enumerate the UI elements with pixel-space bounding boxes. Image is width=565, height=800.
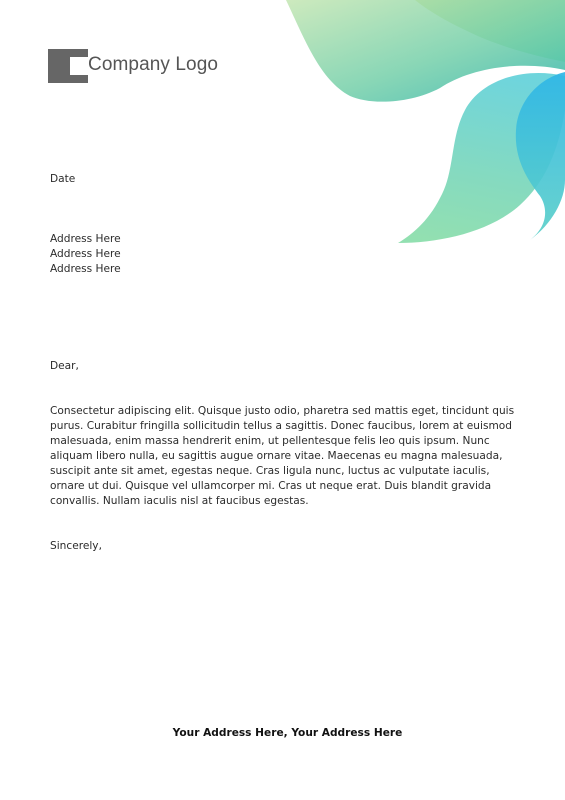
decor-right-leaf [516, 72, 565, 240]
company-logo [48, 48, 219, 84]
decor-top-leaf [286, 0, 565, 102]
logo-mark-icon [48, 49, 88, 83]
address-line-2: Address Here [50, 248, 121, 260]
decor-big-leaf [398, 73, 565, 243]
address-line-1: Address Here [50, 233, 121, 245]
letter-body: Consectetur adipiscing elit. Quisque justo odio, pharetra sed mattis eget, tincidunt quis purus. Curabitur fringilla sollicitudin tellus a sagittis. Donec faucibus, lorem at euismod malesuada, enim massa hendrerit enim, ut pellentesque felis leo quis ipsum. Nunc aliquam libero nulla, eu sagittis augue ornare vitae. Maecenas eu magna malesuada, suscipit ante sit amet, egestas neque. Cras ligula nunc, luctus ac vulputate iaculis, ornare ut dui. Quisque vel ullamcorper mi. Cras ut neque erat. Duis blandit gravida convallis. Nullam iaculis nisl at faucibus egestas. [50, 405, 515, 507]
decor-corner-leaf [415, 0, 565, 62]
company-logo-text: Company Logo [88, 54, 219, 75]
footer-address: Your Address Here, Your Address Here [172, 727, 403, 739]
letter-closing: Sincerely, [50, 540, 102, 552]
letter-date: Date [50, 173, 76, 185]
address-line-3: Address Here [50, 263, 121, 275]
letter-greeting: Dear, [50, 360, 79, 372]
